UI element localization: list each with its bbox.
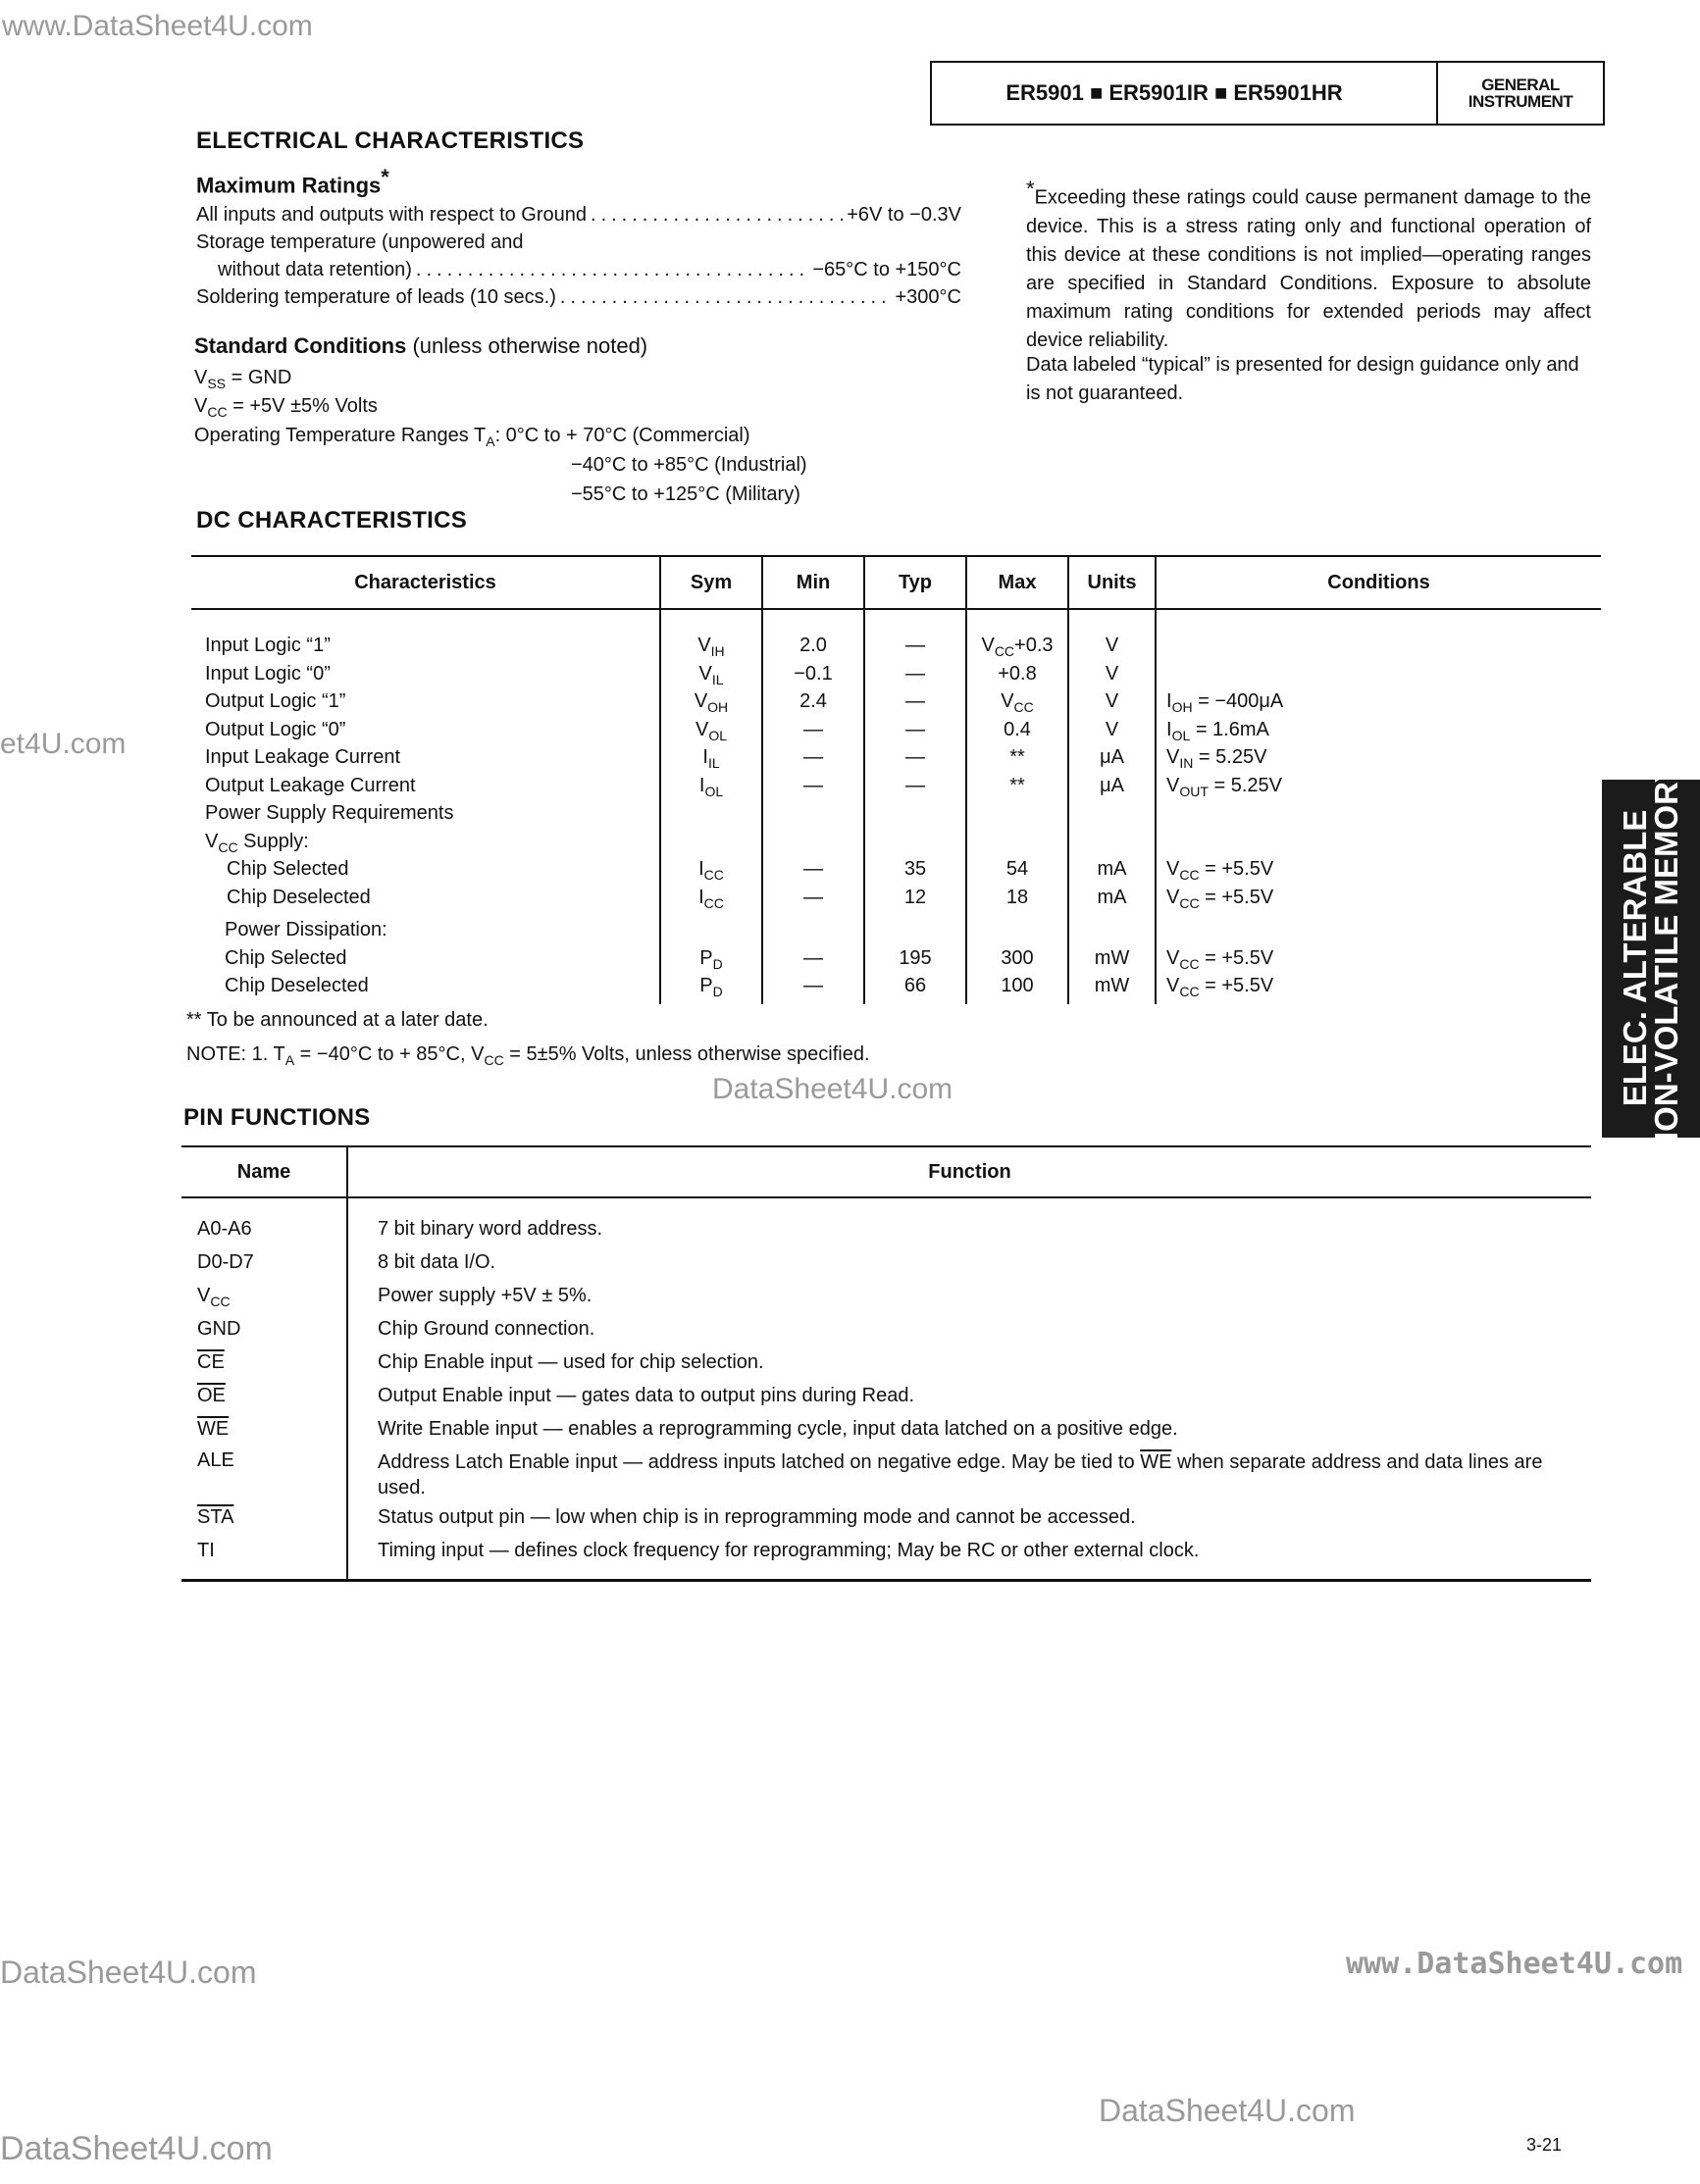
- pin-name: TI: [197, 1540, 215, 1561]
- typ-row: —: [905, 718, 925, 740]
- pin-name-sub: CC: [210, 1294, 231, 1309]
- op-temp-industrial: −40°C to +85°C (Industrial): [571, 454, 807, 476]
- cond-row: $V_{CC} = +5.5V$: [1166, 946, 1274, 972]
- col-min: Min: [762, 556, 864, 609]
- sym-sub: CC: [703, 867, 724, 883]
- page-number: 3-21: [1526, 2135, 1563, 2155]
- sym-row: [662, 632, 760, 660]
- pin-functions-table: [181, 1145, 1591, 1582]
- max-row: +0.8: [998, 662, 1037, 685]
- cond-sub: CC: [1179, 867, 1200, 883]
- min-row: —: [803, 746, 823, 768]
- typ-row: 12: [903, 886, 927, 908]
- pin-name: [197, 1279, 345, 1312]
- char-row: Power Supply Requirements: [205, 802, 454, 824]
- pin-function: Chip Enable input — used for chip selection.: [378, 1351, 764, 1373]
- sym-row: [662, 972, 760, 1000]
- char-row: Chip Selected: [227, 858, 349, 880]
- units-row: mW: [1094, 975, 1130, 996]
- sym-main: V: [698, 662, 712, 685]
- pin-function: Timing input — defines clock frequency for reprogramming; May be RC or other external clock.: [378, 1540, 1200, 1561]
- max-ratings-star: *: [381, 165, 389, 189]
- note-sub-cc: CC: [484, 1052, 504, 1068]
- units-row: V: [1105, 690, 1119, 712]
- op-temp-military: −55°C to +125°C (Military): [571, 483, 800, 505]
- pin-functions-cell: [347, 1197, 1591, 1581]
- sym-sub: OL: [704, 783, 724, 799]
- rating-value: +300°C: [895, 286, 961, 308]
- sym-row: [662, 772, 760, 800]
- typ-row: —: [905, 635, 925, 656]
- watermark-mid: DataSheet4U.com: [712, 1073, 953, 1105]
- ale-text: Address Latch Enable input — address inputs latched on negative edge. May be tied to: [378, 1451, 1135, 1473]
- cond-value: = +5.5V: [1205, 858, 1274, 880]
- units-row: μA: [1100, 774, 1124, 796]
- char-row: $V_{CC}$ Supply:: [205, 830, 309, 855]
- pin-name-text: V: [197, 1285, 211, 1306]
- pin-function: 8 bit data I/O.: [378, 1251, 496, 1273]
- char-row: Input Leakage Current: [205, 746, 401, 768]
- char-row: Chip Deselected: [227, 886, 371, 908]
- pin-name: $\overline{STA}$: [197, 1506, 234, 1528]
- min-row: —: [803, 975, 823, 996]
- rating-label: All inputs and outputs with respect to Ground: [196, 204, 588, 226]
- units-row: V: [1105, 635, 1119, 656]
- pin-function: Chip Ground connection.: [378, 1318, 595, 1340]
- exceeding-ratings-note: [1026, 175, 1591, 355]
- sym-sub: CC: [703, 894, 724, 911]
- sym-sub: D: [712, 955, 723, 972]
- units-row: mA: [1097, 858, 1127, 880]
- typ-row: —: [905, 690, 925, 712]
- dc-heading: DC CHARACTERISTICS: [196, 507, 468, 533]
- standard-conditions-title: [194, 333, 647, 359]
- col-typ: Typ: [864, 556, 966, 609]
- watermark-lower-right: www.DataSheet4U.com: [1346, 1947, 1683, 1981]
- rating-soldering: [196, 286, 961, 309]
- typ-row: 66: [903, 975, 927, 996]
- max-row: 300: [1001, 946, 1034, 969]
- cond-row: $V_{CC} = +5.5V$: [1166, 858, 1274, 883]
- typ-row: —: [905, 774, 925, 796]
- cond-value: = −400μA: [1198, 690, 1284, 712]
- typical-data-note: Data labeled “typical” is presented for design guidance only and is not guaranteed.: [1026, 354, 1579, 404]
- dc-table: [191, 555, 1601, 1004]
- cond-row: $V_{CC} = +5.5V$: [1166, 886, 1274, 911]
- col-characteristics: Characteristics: [191, 556, 660, 609]
- pin-name: A0-A6: [197, 1218, 252, 1240]
- max-row: 0.4: [1004, 718, 1031, 740]
- cond-value: = +5.5V: [1205, 946, 1274, 969]
- note-sub-a: A: [284, 1052, 295, 1068]
- rating-value: −65°C to +150°C: [812, 259, 961, 280]
- sym-main: I: [702, 746, 708, 768]
- col-conditions: Conditions: [1156, 556, 1601, 609]
- logo-line2: INSTRUMENT: [1468, 92, 1573, 111]
- sym-row: [662, 944, 760, 973]
- side-tab-line1: ELEC. ALTERABLE: [1617, 809, 1653, 1107]
- note-end: = 5±5% Volts, unless otherwise specified.: [509, 1043, 870, 1065]
- sym-sub: IL: [707, 755, 720, 771]
- vss-value: = GND: [231, 367, 292, 388]
- pin-function: Status output pin — low when chip is in reprogramming mode and cannot be accessed.: [378, 1506, 1136, 1528]
- units-row: μA: [1100, 746, 1124, 768]
- sym-main: V: [695, 718, 709, 740]
- char-vcc-supply: Supply:: [243, 830, 309, 852]
- min-row: —: [803, 946, 823, 969]
- sym-row: [662, 660, 760, 688]
- rating-storage-label: Storage temperature (unpowered and: [196, 231, 524, 253]
- side-tab-line2: NON-VOLATILE MEMORY: [1648, 761, 1684, 1155]
- min-row: —: [803, 718, 823, 740]
- pin-functions-heading: PIN FUNCTIONS: [183, 1104, 371, 1131]
- max-row: $V_{CC}$: [1001, 690, 1034, 715]
- sym-main: P: [699, 946, 713, 969]
- typ-row: —: [905, 662, 925, 685]
- typ-row: 35: [903, 858, 927, 880]
- electrical-heading: ELECTRICAL CHARACTERISTICS: [196, 127, 585, 154]
- logo-line1: GENERAL: [1481, 76, 1560, 94]
- pin-function: Output Enable input — gates data to output pins during Read.: [378, 1385, 915, 1406]
- typ-row: —: [905, 746, 925, 768]
- cond-sub: CC: [1179, 984, 1200, 999]
- max-row: 18: [1005, 886, 1029, 908]
- part-numbers: ER5901 ■ ER5901IR ■ ER5901HR: [1005, 80, 1343, 105]
- cond-value: = +5.5V: [1205, 886, 1274, 908]
- rating-storage: [218, 259, 961, 281]
- ale-tail: when separate address and data lines are used.: [378, 1451, 1543, 1498]
- max-ratings-label: Maximum Ratings: [196, 173, 382, 198]
- typ-row: 195: [899, 946, 932, 969]
- ale-we: $\overline{WE}$: [1140, 1451, 1172, 1473]
- units-cell: [1068, 609, 1156, 1004]
- min-cell: [762, 609, 864, 1004]
- pin-name: $\overline{WE}$: [197, 1418, 230, 1440]
- vcc-value: = +5V ±5% Volts: [232, 395, 378, 417]
- pin-name: $\overline{OE}$: [197, 1385, 226, 1406]
- min-row: —: [803, 774, 823, 796]
- vss-line: $V_{SS}$ = GND: [194, 367, 292, 391]
- cond-value: = +5.5V: [1205, 975, 1274, 996]
- note-p1: Exceeding these ratings could cause permanent damage to the device. This is a stress rating only and functional operation of this device at these conditions is not implied—operating ranges are specified in Standard Conditions. Exposure to absolute maximum rating conditions for extended periods may affect device reliability.: [1026, 186, 1591, 351]
- note-rest: = −40°C to + 85°C, V: [299, 1043, 485, 1065]
- dc-footnote: ** To be announced at a later date.: [186, 1009, 489, 1031]
- pin-names-cell: [181, 1197, 347, 1581]
- cond-row: $V_{IN} = 5.25V$: [1166, 746, 1267, 771]
- cond-row: $V_{CC} = +5.5V$: [1166, 975, 1274, 999]
- min-row: −0.1: [794, 662, 833, 685]
- sym-row: [662, 743, 760, 772]
- units-row: V: [1105, 662, 1119, 685]
- cond-value: = 5.25V: [1198, 746, 1267, 768]
- sym-row: [662, 884, 760, 912]
- char-row: Output Logic “0”: [205, 718, 346, 740]
- side-tab: [1602, 761, 1700, 1155]
- units-row: mW: [1094, 946, 1130, 969]
- col-units: Units: [1068, 556, 1156, 609]
- op-temp-line: Operating Temperature Ranges $T_A$: 0°C to + 70°C (Commercial): [194, 425, 750, 449]
- conditions-cell: [1156, 609, 1601, 1004]
- units-row: mA: [1097, 886, 1127, 908]
- pin-function: 7 bit binary word address.: [378, 1218, 603, 1240]
- max-row: 54: [1005, 858, 1029, 880]
- watermark-top-left: www.DataSheet4U.com: [2, 10, 313, 42]
- sym-sub: OH: [707, 699, 729, 715]
- watermark-bottom-center: DataSheet4U.com: [1099, 2093, 1356, 2128]
- cond-sub: CC: [1179, 894, 1200, 911]
- col-name: Name: [181, 1146, 347, 1197]
- sym-sub: IL: [711, 671, 724, 687]
- cond-row: $I_{OH} = -400\mu A$: [1166, 690, 1284, 715]
- min-row: 2.0: [799, 635, 827, 656]
- pin-name: GND: [197, 1318, 241, 1340]
- char-row: Power Dissipation:: [225, 919, 387, 940]
- sym-cell: [660, 609, 762, 1004]
- leader-dots: [591, 204, 843, 227]
- min-row: —: [803, 886, 823, 908]
- note-prefix: NOTE: 1. T: [186, 1043, 285, 1065]
- watermark-bottom-left: DataSheet4U.com: [0, 2130, 273, 2167]
- watermark-lower-left: DataSheet4U.com: [0, 1955, 257, 1990]
- max-row: 100: [1001, 975, 1034, 996]
- sym-row: [662, 687, 760, 716]
- dc-note: [186, 1043, 870, 1068]
- max-cell: [966, 609, 1068, 1004]
- max-ratings-title: [196, 165, 389, 198]
- sym-main: V: [697, 635, 711, 656]
- watermark-left-clip: et4U.com: [0, 728, 127, 760]
- sym-main: I: [698, 774, 705, 796]
- side-tab-text: [1617, 761, 1684, 1155]
- char-row: Output Leakage Current: [205, 774, 416, 796]
- std-note: (unless otherwise noted): [412, 333, 648, 358]
- company-logo: [1436, 63, 1603, 124]
- min-row: —: [803, 858, 823, 880]
- char-row: Chip Deselected: [225, 975, 369, 996]
- pin-name: $\overline{CE}$: [197, 1351, 225, 1373]
- cond-row: $I_{OL} = 1.6mA$: [1166, 718, 1269, 743]
- max-row: **: [1009, 746, 1025, 768]
- sym-sub: D: [712, 984, 723, 999]
- cond-sub: CC: [1179, 955, 1200, 972]
- note-star: *: [1026, 177, 1035, 201]
- rating-label: Soldering temperature of leads (10 secs.): [196, 286, 556, 308]
- sym-row: [662, 855, 760, 884]
- sym-sub: OL: [708, 727, 728, 743]
- typ-cell: [864, 609, 966, 1004]
- sym-main: V: [694, 690, 708, 712]
- op-temp-label: Operating Temperature Ranges T: [194, 425, 487, 446]
- pin-function: Write Enable input — enables a reprogramming cycle, input data latched on a positive edge.: [378, 1418, 1178, 1440]
- sym-main: I: [698, 858, 704, 880]
- cond-row: $V_{OUT} = 5.25V$: [1166, 774, 1282, 799]
- units-row: V: [1105, 718, 1119, 740]
- char-row: Chip Selected: [225, 946, 347, 969]
- sym-main: P: [699, 975, 713, 996]
- leader-dots: [416, 259, 808, 281]
- pin-function: Power supply +5V ± 5%.: [378, 1285, 592, 1306]
- header-box: [930, 61, 1605, 126]
- max-row: $V_{CC}+0.3$: [981, 635, 1054, 659]
- char-row: Input Logic “1”: [205, 635, 331, 656]
- op-temp-commercial: : 0°C to + 70°C (Commercial): [494, 425, 750, 446]
- max-value: +0.3: [1014, 635, 1054, 656]
- min-row: 2.4: [799, 690, 827, 712]
- cond-value: = 5.25V: [1213, 774, 1282, 796]
- leader-dots: [560, 286, 892, 309]
- std-title: Standard Conditions: [194, 333, 407, 358]
- col-sym: Sym: [660, 556, 762, 609]
- rating-label: without data retention): [218, 259, 412, 280]
- cond-value: = 1.6mA: [1195, 718, 1269, 740]
- sym-row: [662, 716, 760, 744]
- rating-inputs-outputs: [196, 204, 961, 227]
- pin-function: [378, 1446, 1581, 1500]
- characteristics-cell: [191, 609, 660, 1004]
- pin-name: ALE: [197, 1449, 234, 1471]
- char-row: Output Logic “1”: [205, 690, 346, 712]
- char-row: Input Logic “0”: [205, 662, 331, 685]
- vcc-line: $V_{CC} = +5V \pm 5\%$ Volts: [194, 395, 378, 420]
- col-max: Max: [966, 556, 1068, 609]
- sym-main: I: [698, 886, 704, 908]
- pin-name: D0-D7: [197, 1251, 254, 1273]
- rating-value: +6V to −0.3V: [847, 204, 961, 226]
- col-function: Function: [347, 1146, 1591, 1197]
- sym-sub: IH: [710, 643, 725, 659]
- max-row: **: [1009, 774, 1025, 796]
